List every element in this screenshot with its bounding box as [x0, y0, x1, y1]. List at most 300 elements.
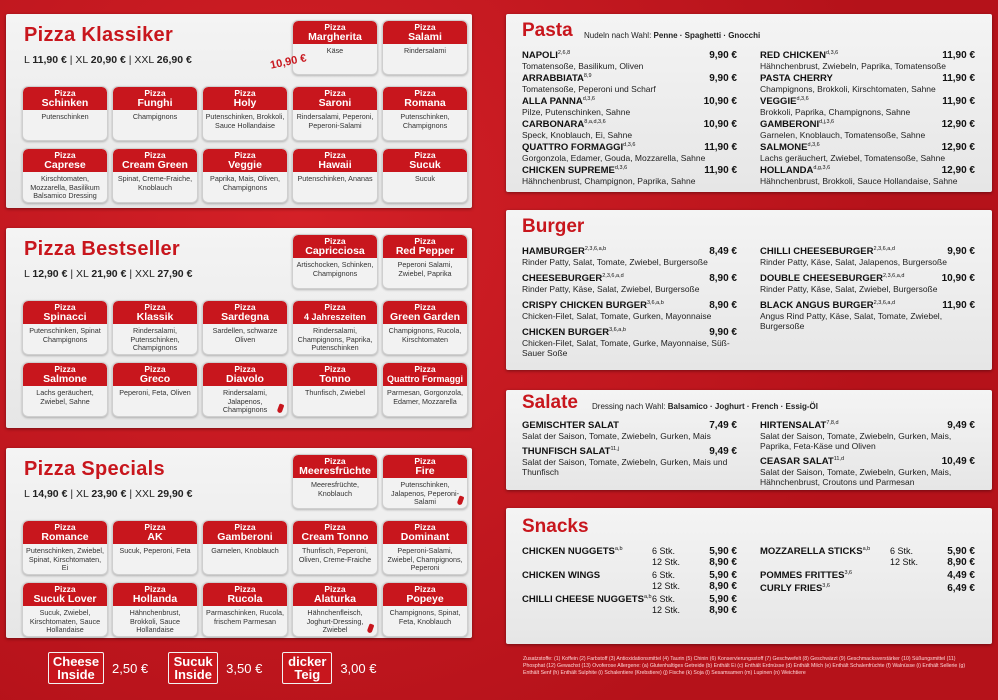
pizza-card-hawaii[interactable] — [292, 148, 378, 203]
pizza-description: Paprika, Mais, Oliven, Champignons — [210, 174, 280, 192]
pizza-name: Popeye — [406, 593, 444, 605]
snack-price: 5,90 € — [709, 546, 737, 557]
size-price: 11,90 € — [32, 54, 67, 66]
pizza-card-header — [113, 363, 197, 386]
salate-item-ceasar-salat[interactable] — [760, 456, 975, 487]
item-name — [522, 273, 737, 284]
allergen-codes: 7,8,d — [826, 420, 839, 426]
item-description: Hähnchenbrust, Champignon, Paprika, Sahne — [522, 176, 696, 187]
pizza-card-rucola[interactable] — [202, 582, 288, 637]
allergen-codes: 11,j — [610, 446, 619, 452]
pizza-label: Pizza — [234, 150, 256, 160]
pizza-card-tonno[interactable] — [292, 362, 378, 417]
pizza-name: AK — [147, 531, 163, 543]
item-description: Salat der Saison, Tomate, Zwiebeln, Gurken, Mais, Hähnchenbrust, Croutons und Parmesan — [760, 467, 952, 488]
allergen-codes: a,b — [614, 546, 623, 552]
item-name-text: CHICKEN SUPREME — [522, 165, 615, 177]
pizza-label: Pizza — [54, 364, 76, 374]
pizza-card-fire[interactable] — [382, 454, 468, 509]
item-name — [760, 420, 975, 431]
pizza-description: Thunfisch, Peperoni, Oliven, Creme-Fraiche — [298, 546, 372, 564]
snacks-item-chicken-wings[interactable] — [522, 570, 737, 592]
item-price: 9,49 € — [947, 420, 975, 431]
pizza-description: Champignons — [132, 112, 178, 121]
pizza-label: Pizza — [234, 584, 256, 594]
snack-qty: 6 Stk. — [890, 546, 914, 556]
allergen-codes: 2,6,8 — [557, 50, 571, 56]
size-price: 26,90 € — [156, 54, 192, 66]
pizza-name: Sardegna — [221, 311, 269, 323]
salate-item-hirtensalat[interactable] — [760, 420, 975, 451]
item-description: Salat der Saison, Tomate, Zwiebeln, Gurken, Mais, Paprika, Feta-Käse und Oliven — [760, 431, 952, 452]
bestseller-size-prices: L 12,90 € | XL 21,90 € | XXL 27,90 € — [24, 268, 193, 280]
snack-qty: 12 Stk. — [652, 605, 681, 615]
pizza-card-header — [383, 21, 467, 44]
item-name — [522, 546, 737, 557]
salate-note: Dressing nach Wahl: Balsamico · Joghurt · French · Essig-Öl — [592, 402, 818, 411]
pizza-label: Pizza — [324, 584, 346, 594]
pizza-label: Pizza — [324, 522, 346, 532]
item-price: 11,90 € — [704, 142, 737, 153]
pizza-card-dominant[interactable] — [382, 520, 468, 575]
item-name — [522, 420, 737, 431]
pizza-description: Putenschinken — [41, 112, 89, 121]
allergen-codes: 3,6,a,b — [609, 327, 626, 333]
pizza-card-header — [113, 87, 197, 110]
burger-title: Burger — [522, 216, 585, 237]
pizza-description: Hähnchenbrust, Brokkoli, Sauce Hollandaise — [129, 608, 181, 634]
extra-cheese-inside-price: 2,50 € — [112, 660, 149, 676]
pizza-label: Pizza — [54, 302, 76, 312]
pizza-name: Holy — [233, 97, 257, 109]
pizza-name: Saroni — [318, 97, 352, 109]
item-name — [522, 327, 737, 338]
burger-item-hamburger[interactable] — [522, 246, 737, 267]
item-name — [522, 300, 737, 311]
item-description: Garnelen, Knoblauch, Tomatensoße, Sahne — [760, 130, 926, 141]
item-price: 9,90 € — [947, 246, 975, 257]
item-name — [760, 583, 975, 594]
allergen-codes: d,g,3,6 — [813, 165, 831, 171]
pizza-card-holy[interactable] — [202, 86, 288, 141]
size-label: XL — [75, 54, 88, 66]
pizza-card-green-garden[interactable] — [382, 300, 468, 355]
pizza-card-header — [23, 583, 107, 606]
allergen-codes: d,3,6 — [825, 50, 839, 56]
item-description: Hähnchenbrust, Zwiebeln, Paprika, Tomatensoße — [760, 61, 946, 72]
snack-price: 5,90 € — [709, 594, 737, 605]
item-name-text: VEGGIE — [760, 96, 797, 108]
allergen-codes: d,3,6 — [614, 165, 628, 171]
pizza-description: Sucuk, Zwiebel, Kirschtomaten, Sauce Hollandaise — [29, 608, 101, 634]
item-name-text: BLACK ANGUS BURGER — [760, 300, 874, 312]
pizza-card-header — [23, 301, 107, 324]
snacks-item-chilli-cheese-nuggets[interactable] — [522, 594, 737, 616]
pizza-description: Peperoni, Feta, Oliven — [119, 388, 191, 397]
pizza-description: Rindersalami, Peperoni, Peperoni-Salami — [296, 112, 374, 130]
pizza-card-header — [293, 455, 377, 478]
allergen-codes: 8,a,d,3,6 — [584, 119, 606, 125]
snack-price: 8,90 € — [947, 557, 975, 568]
pasta-item-arrabbiata[interactable] — [522, 73, 737, 94]
pizza-label: Pizza — [324, 88, 346, 98]
pasta-item-alla-panna[interactable] — [522, 96, 737, 117]
pizza-card-header — [113, 521, 197, 544]
pizza-card-romance[interactable] — [22, 520, 108, 575]
pizza-card-header — [203, 301, 287, 324]
pizza-description: Peperoni-Salami, Zwiebel, Champignons, Peperoni — [387, 546, 463, 572]
pizza-name: Fire — [415, 465, 435, 477]
pizza-name: Diavolo — [226, 373, 264, 385]
pizza-card-salmone[interactable] — [22, 362, 108, 417]
bestseller-title: Pizza Bestseller — [24, 238, 180, 260]
pizza-card-greco[interactable] — [112, 362, 198, 417]
item-description: Champignons, Brokkoli, Kirschtomaten, Sahne — [760, 84, 936, 94]
pizza-label: Pizza — [324, 150, 346, 160]
item-price: 10,49 € — [941, 456, 975, 467]
item-price: 8,90 € — [709, 300, 737, 311]
size-price: 21,90 € — [91, 268, 127, 280]
size-label: XXL — [134, 268, 155, 280]
pizza-card-header — [203, 363, 287, 386]
pizza-label: Pizza — [144, 150, 166, 160]
item-name-text: CEASAR SALAT — [760, 456, 834, 468]
pizza-label: Pizza — [54, 150, 76, 160]
pizza-card-salami[interactable] — [382, 20, 468, 75]
pasta-item-hollanda[interactable] — [760, 165, 975, 186]
pizza-card-header — [293, 583, 377, 606]
pizza-card-header — [383, 235, 467, 258]
item-description: Pilze, Putenschinken, Sahne — [522, 107, 631, 118]
pizza-label: Pizza — [234, 364, 256, 374]
pizza-card-header — [293, 21, 377, 44]
allergen-codes: d,3,6 — [623, 142, 636, 148]
item-name-text: CRISPY CHICKEN BURGER — [522, 300, 647, 312]
item-price: 11,90 € — [942, 50, 975, 61]
snacks-item-pommes-frittes[interactable] — [760, 570, 975, 581]
pizza-label: Pizza — [414, 364, 436, 374]
pizza-name: Greco — [139, 373, 171, 385]
allergen-codes: 2,3,6,a,d — [873, 300, 896, 306]
allergen-codes: d,3,6 — [807, 142, 820, 148]
snack-price: 8,90 € — [709, 605, 737, 616]
pizza-label: Pizza — [234, 88, 256, 98]
item-name-text: SALMONE — [760, 142, 808, 154]
pizza-label: Pizza — [324, 236, 346, 246]
salate-item-thunfisch-salat[interactable] — [522, 446, 737, 477]
item-name-text: CHICKEN BURGER — [522, 327, 610, 339]
pizza-card-sardegna[interactable] — [202, 300, 288, 355]
pizza-card-ak[interactable] — [112, 520, 198, 575]
extra-cheese-inside-label: Cheese Inside — [48, 652, 104, 684]
extra-dicker-teig-label: dicker Teig — [282, 652, 332, 684]
pizza-card-header — [293, 149, 377, 172]
snacks-item-mozzarella-sticks[interactable] — [760, 546, 975, 568]
item-description: Angus Rind Patty, Käse, Salat, Tomate, Zwiebel, Burgersoße — [760, 311, 943, 332]
item-name-text: PASTA CHERRY — [760, 73, 833, 84]
pasta-title: Pasta — [522, 20, 573, 41]
item-description: Rinder Patty, Salat, Tomate, Zwiebel, Burgersoße — [522, 257, 708, 268]
item-price: 9,49 € — [709, 446, 737, 457]
pizza-card-header — [293, 87, 377, 110]
pizza-name: Salami — [408, 31, 442, 43]
special-price-badge: 10,90 € — [269, 52, 308, 72]
klassiker-size-prices: L 11,90 € | XL 20,90 € | XXL 26,90 € — [24, 54, 192, 66]
item-name-text: CHICKEN NUGGETS — [522, 546, 615, 558]
pizza-card-header — [113, 149, 197, 172]
item-description: Lachs geräuchert, Zwiebel, Tomatensoße, Sahne — [760, 153, 946, 164]
pizza-label: Pizza — [414, 522, 436, 532]
item-name-text: GAMBERONI — [760, 119, 820, 131]
allergen-codes: 8,9 — [583, 73, 592, 79]
item-name-text: QUATTRO FORMAGGI — [522, 142, 624, 154]
pizza-card-header — [203, 87, 287, 110]
pizza-label: Pizza — [54, 584, 76, 594]
pizza-label: Pizza — [414, 22, 436, 32]
pizza-label: Pizza — [324, 456, 346, 466]
pizza-card-cream-tonno[interactable] — [292, 520, 378, 575]
item-name — [522, 594, 737, 605]
pizza-card-quattro-formaggi[interactable] — [382, 362, 468, 417]
item-name — [760, 546, 975, 557]
pasta-item-chicken-supreme[interactable] — [522, 165, 737, 186]
salate-item-gemischter-salat[interactable] — [522, 420, 737, 441]
item-name — [522, 246, 737, 257]
item-name-text: NAPOLI — [522, 50, 558, 62]
pizza-description: Hähnchenfleisch, Joghurt-Dressing, Zwiebel — [306, 608, 364, 634]
pizza-label: Pizza — [234, 302, 256, 312]
snack-price: 5,90 € — [709, 570, 737, 581]
extra-sucuk-inside-price: 3,50 € — [226, 660, 263, 676]
pizza-label: Pizza — [54, 522, 76, 532]
pizza-card-cream-green[interactable] — [112, 148, 198, 203]
burger-item-cheeseburger[interactable] — [522, 273, 737, 294]
item-name-text: HAMBURGER — [522, 246, 585, 258]
pizza-description: Garnelen, Knoblauch — [211, 546, 279, 555]
pizza-card-diavolo[interactable] — [202, 362, 288, 417]
item-price: 8,49 € — [709, 246, 737, 257]
burger-item-double-cheeseburger[interactable] — [760, 273, 975, 294]
pizza-card-header — [293, 235, 377, 258]
item-name-text: CHEESEBURGER — [522, 273, 603, 285]
extras-bar — [48, 652, 396, 684]
pizza-card-caprese[interactable] — [22, 148, 108, 203]
pizza-name: Cream Green — [122, 159, 188, 171]
pizza-card-header — [383, 521, 467, 544]
pizza-description: Sucuk — [415, 174, 435, 183]
pizza-card-header — [293, 363, 377, 386]
pasta-item-quattro-formaggi[interactable] — [522, 142, 737, 163]
allergen-codes: a,b — [643, 594, 652, 600]
pizza-description: Rindersalami, Putenschinken, Champignons — [130, 326, 180, 352]
klassiker-title: Pizza Klassiker — [24, 24, 174, 46]
pizza-card-popeye[interactable] — [382, 582, 468, 637]
item-description: Tomatensoße, Peperoni und Scharf — [522, 84, 656, 95]
pizza-card-alaturka[interactable] — [292, 582, 378, 637]
pizza-card-header — [23, 87, 107, 110]
pizza-name: Gamberoni — [217, 531, 273, 543]
pizza-description: Käse — [326, 46, 344, 55]
pizza-name: Romana — [404, 97, 446, 109]
salate-title: Salate — [522, 392, 578, 413]
specials-title: Pizza Specials — [24, 458, 165, 480]
size-price: 12,90 € — [32, 268, 68, 280]
snack-price: 5,90 € — [947, 546, 975, 557]
pizza-card-meeresfr-chte[interactable] — [292, 454, 378, 509]
item-price: 11,90 € — [942, 300, 975, 311]
pizza-card-header — [203, 149, 287, 172]
pizza-name: Rucola — [227, 593, 263, 605]
pizza-description: Lachs geräuchert, Zwiebel, Sahne — [36, 388, 94, 406]
item-description: Chicken-Filet, Salat, Tomate, Gurken, Mayonnaise — [522, 311, 712, 322]
item-name-text: GEMISCHTER SALAT — [522, 420, 619, 431]
pizza-card-funghi[interactable] — [112, 86, 198, 141]
pasta-item-napoli[interactable] — [522, 50, 737, 71]
pizza-label: Pizza — [324, 364, 346, 374]
size-price: 23,90 € — [91, 488, 127, 500]
pasta-item-red-chicken[interactable] — [760, 50, 975, 71]
burger-item-crispy-chicken-burger[interactable] — [522, 300, 737, 321]
item-name — [522, 446, 737, 457]
allergen-codes: d,j,3,6 — [819, 119, 835, 125]
item-price: 10,90 € — [703, 119, 737, 130]
pizza-name: Funghi — [137, 97, 173, 109]
pizza-label: Pizza — [144, 584, 166, 594]
allergen-codes: 3,6,a,b — [646, 300, 664, 306]
item-price: 10,90 € — [703, 96, 737, 107]
allergen-codes: d,3,6 — [582, 96, 595, 102]
pasta-item-carbonara[interactable] — [522, 119, 737, 140]
snacks-item-chicken-nuggets[interactable] — [522, 546, 737, 568]
size-label: L — [24, 268, 30, 280]
item-name-text: POMMES FRITTES — [760, 570, 845, 582]
item-price: 7,49 € — [709, 420, 737, 431]
pizza-card-red-pepper[interactable] — [382, 234, 468, 289]
pasta-item-pasta-cherry[interactable] — [760, 73, 975, 94]
pizza-name: Veggie — [228, 159, 262, 171]
size-price: 14,90 € — [32, 488, 68, 500]
item-name-text: MOZZARELLA STICKS — [760, 546, 863, 558]
pasta-note: Nudeln nach Wahl: Penne · Spaghetti · Gnocchi — [584, 31, 761, 40]
pizza-card-romana[interactable] — [382, 86, 468, 141]
pizza-label: Pizza — [414, 584, 436, 594]
item-price: 11,90 € — [942, 96, 975, 107]
pizza-card-schinken[interactable] — [22, 86, 108, 141]
item-name-text: CARBONARA — [522, 119, 585, 131]
pizza-card-veggie[interactable] — [202, 148, 288, 203]
pizza-card-header — [383, 301, 467, 324]
item-description: Rinder Patty, Käse, Salat, Jalapenos, Burgersoße — [760, 257, 947, 268]
pizza-card-capricciosa[interactable] — [292, 234, 378, 289]
pizza-card-header — [293, 521, 377, 544]
allergen-codes: 3,6 — [844, 570, 853, 576]
snack-qty: 12 Stk. — [652, 581, 681, 591]
pizza-card-gamberoni[interactable] — [202, 520, 288, 575]
item-name — [760, 570, 975, 581]
item-name-text: CHICKEN WINGS — [522, 570, 601, 581]
pizza-card-header — [383, 363, 467, 386]
item-description: Salat der Saison, Tomate, Zwiebeln, Gurken, Mais — [522, 431, 711, 441]
item-price: 12,90 € — [941, 119, 975, 130]
pizza-name: Cream Tonno — [301, 531, 369, 543]
burger-item-black-angus-burger[interactable] — [760, 300, 975, 331]
pizza-card-klassik[interactable] — [112, 300, 198, 355]
pizza-description: Putenschinken, Jalapenos, Peperoni-Salami — [391, 480, 459, 506]
size-label: XXL — [134, 488, 155, 500]
item-price: 9,90 € — [709, 73, 737, 84]
item-price: 9,90 € — [709, 327, 737, 338]
burger-item-chicken-burger[interactable] — [522, 327, 737, 358]
pizza-description: Artischocken, Schinken, Champignons — [296, 260, 374, 278]
pizza-description: Spinat, Creme-Fraiche, Knoblauch — [117, 174, 193, 192]
snack-price: 8,90 € — [709, 557, 737, 568]
item-price: 11,90 € — [942, 73, 975, 84]
item-name-text: CHILLI CHEESE NUGGETS — [522, 594, 644, 606]
pizza-name: Salmone — [43, 373, 87, 385]
extra-dicker-teig-price: 3,00 € — [340, 660, 377, 676]
item-description: Tomatensoße, Basilikum, Oliven — [522, 61, 644, 72]
pizza-label: Pizza — [414, 88, 436, 98]
pizza-card-saroni[interactable] — [292, 86, 378, 141]
pizza-description: Kirschtomaten, Mozzarella, Basilikum Balsamico Dressing — [30, 174, 100, 200]
snacks-item-curly-fries[interactable] — [760, 583, 975, 594]
pizza-card-header — [203, 583, 287, 606]
pizza-card-hollanda[interactable] — [112, 582, 198, 637]
item-description: Chicken-Filet, Salat, Tomate, Gurke, Mayonnaise, Süß-Sauer Soße — [522, 338, 730, 359]
pizza-label: Pizza — [324, 302, 346, 312]
item-name-text: ALLA PANNA — [522, 96, 583, 108]
item-name-text: HOLLANDA — [760, 165, 814, 177]
pizza-name: Sucuk Lover — [33, 593, 97, 605]
burger-item-chilli-cheeseburger[interactable] — [760, 246, 975, 267]
pizza-card-sucuk[interactable] — [382, 148, 468, 203]
pizza-description: Peperoni Salami, Zwiebel, Paprika — [397, 260, 453, 278]
item-name-text: CHILLI CHEESEBURGER — [760, 246, 874, 258]
pizza-name: Red Pepper — [395, 245, 455, 257]
pizza-name: Sucuk — [409, 159, 441, 171]
size-price: 27,90 € — [157, 268, 193, 280]
pizza-card-margherita[interactable] — [292, 20, 378, 75]
pizza-label: Pizza — [144, 88, 166, 98]
pizza-description: Putenschinken, Spinat Champignons — [29, 326, 101, 344]
snack-qty: 12 Stk. — [890, 557, 919, 567]
item-price: 12,90 € — [941, 142, 975, 153]
item-name — [760, 246, 975, 257]
pizza-name: Hawaii — [318, 159, 352, 171]
pizza-card-spinacci[interactable] — [22, 300, 108, 355]
size-price: 20,90 € — [90, 54, 126, 66]
pizza-name: Hollanda — [132, 593, 178, 605]
pizza-name: Quattro Formaggi — [387, 374, 463, 384]
specials-size-prices: L 14,90 € | XL 23,90 € | XXL 29,90 € — [24, 488, 193, 500]
item-name — [522, 570, 737, 581]
item-description: Rinder Patty, Käse, Salat, Zwiebel, Burgersoße — [760, 284, 938, 295]
pasta-item-salmone[interactable] — [760, 142, 975, 163]
allergen-codes: 2,3,6,a,d — [883, 273, 905, 279]
pizza-card-4-jahreszeiten[interactable] — [292, 300, 378, 355]
pizza-card-sucuk-lover[interactable] — [22, 582, 108, 637]
pizza-name: Spinacci — [43, 311, 87, 323]
snack-price: 8,90 € — [709, 581, 737, 592]
pizza-card-header — [23, 521, 107, 544]
pizza-card-header — [293, 301, 377, 324]
item-price: 12,90 € — [941, 165, 975, 176]
pizza-description: Parmaschinken, Rucola, frischem Parmesan — [206, 608, 284, 626]
pasta-item-gamberoni[interactable] — [760, 119, 975, 140]
pasta-item-veggie[interactable] — [760, 96, 975, 117]
size-price: 29,90 € — [157, 488, 193, 500]
snack-qty: 6 Stk. — [652, 570, 676, 580]
